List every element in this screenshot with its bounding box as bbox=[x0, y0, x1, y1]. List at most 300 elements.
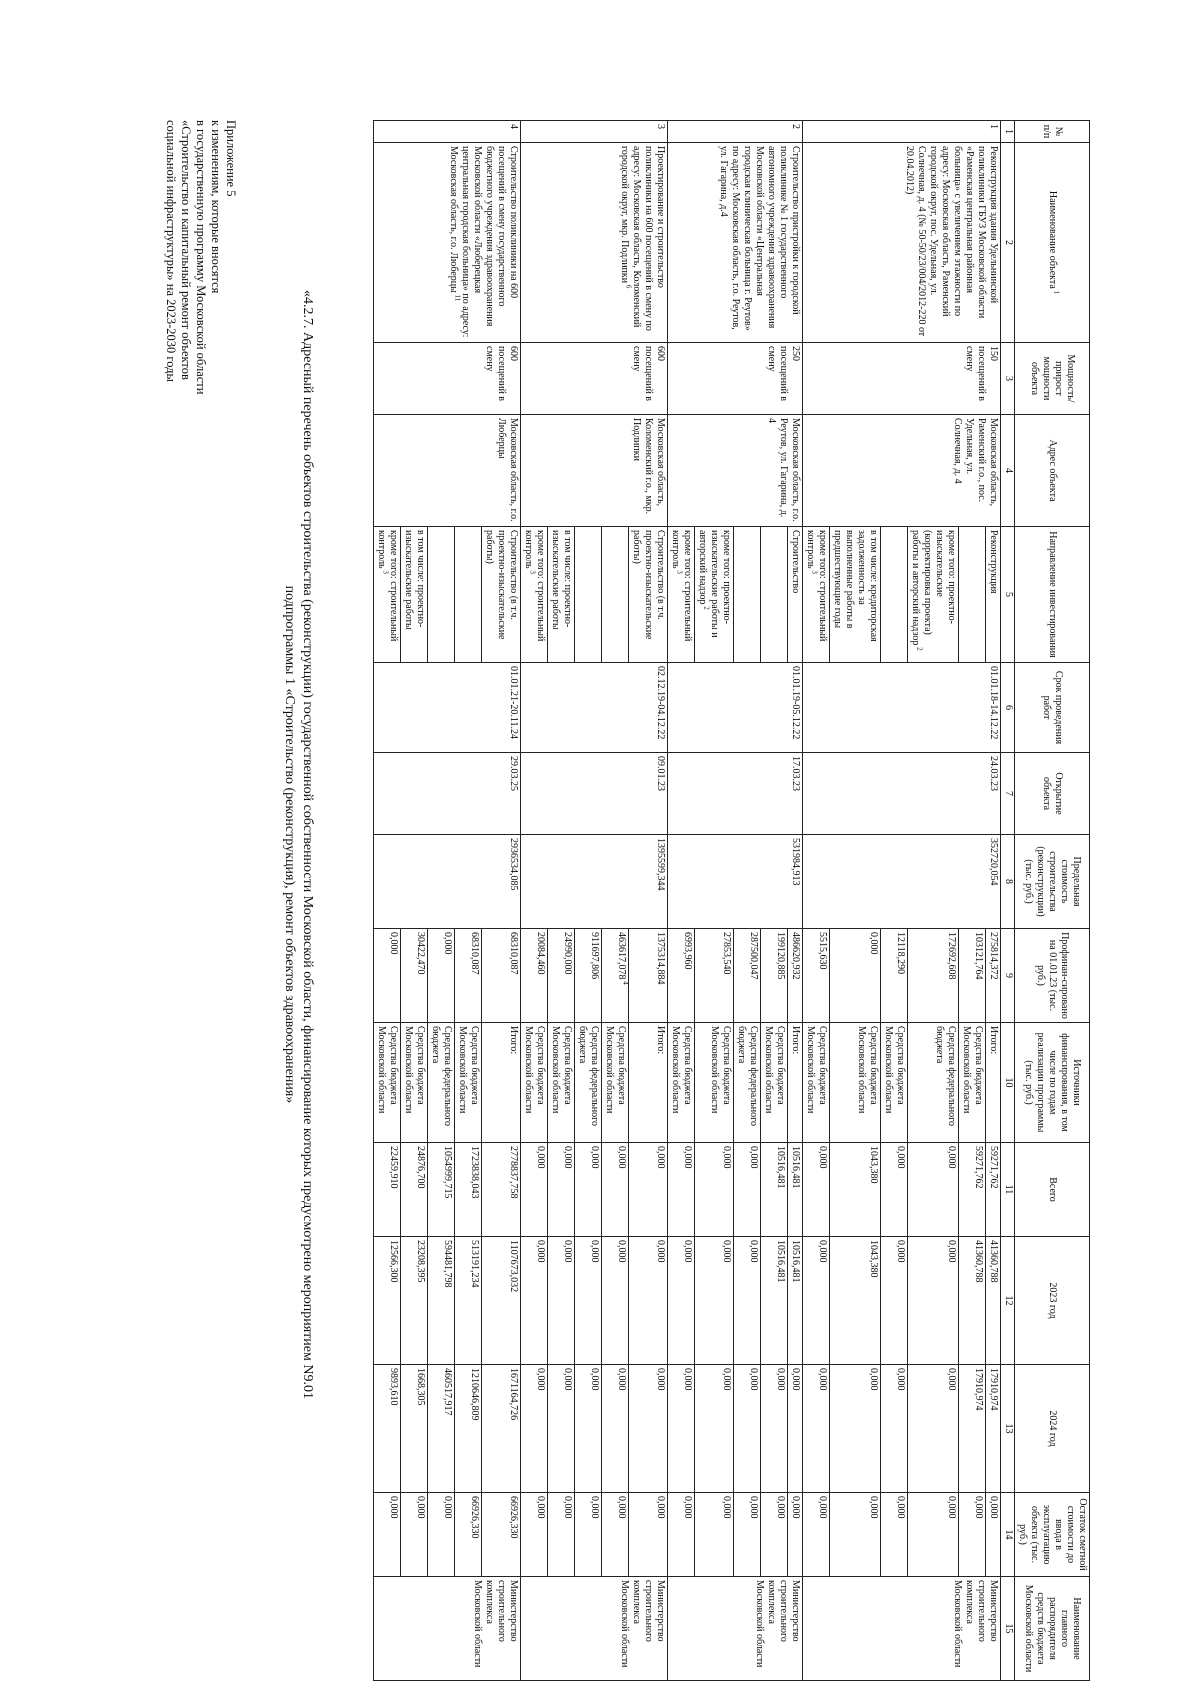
total-amount-text: 2778837,758 bbox=[508, 1146, 519, 1199]
amount-2023 bbox=[734, 1237, 761, 1365]
object-name-text: Проектирование и строительство поликлиники на 600 посещений в смену по адресу: Московская область, Коломенский городской округ, мкр. Подлипки bbox=[619, 146, 666, 331]
total-amount-text: 0,000 bbox=[682, 1146, 693, 1169]
column-header-text: Наименование главного распорядителя средств бюджета Московской области bbox=[1023, 1584, 1082, 1673]
amount-2023 bbox=[761, 1237, 788, 1365]
object-name-text: Строительство пристройки к городской поликлинике № 1 государственного автономного учреждения здравоохранения Московской области «Центральная городская клиническая больница г. Реутов» по адресу: Московская область, г.о. Реутов, ул. Гагарина, д.4 bbox=[718, 146, 801, 331]
column-header-text: Срок проведения работ bbox=[1041, 670, 1064, 745]
amount-2023 bbox=[548, 1237, 575, 1365]
amount-2024-text: 0,000 bbox=[535, 1368, 546, 1391]
budget-manager-text: Министерство строительного комплекса Московской области bbox=[619, 1580, 666, 1668]
funding-source bbox=[374, 1023, 401, 1143]
funding-source-text: Средства бюджета Московской области bbox=[856, 1026, 879, 1114]
remaining-cost bbox=[695, 1493, 734, 1577]
amount-2023 bbox=[602, 1237, 629, 1365]
investment-direction bbox=[482, 527, 521, 663]
funding-source-text: Средства бюджета Московской области bbox=[805, 1026, 828, 1114]
column-header bbox=[1015, 527, 1090, 663]
funded-amount bbox=[428, 929, 455, 1023]
object-address-text: Московская область, Раменский г.о., пос. Удельная, ул. Солнечная, д. 4 bbox=[952, 418, 999, 507]
column-number-text: 5 bbox=[1003, 592, 1014, 597]
column-header bbox=[1015, 1577, 1090, 1681]
footnote-mark: 3 bbox=[810, 568, 819, 574]
investment-direction bbox=[881, 527, 908, 663]
amount-2023 bbox=[401, 1237, 428, 1365]
column-header bbox=[1015, 1023, 1090, 1143]
funding-source-text: Средства федерального бюджета bbox=[577, 1026, 600, 1126]
heading-line: подпрограммы 1 «Строительство (реконструкция), ремонт объектов здравоохранения» bbox=[282, 585, 297, 1104]
object-opening bbox=[803, 753, 1001, 835]
amount-2023-text: 1043,380 bbox=[868, 1240, 879, 1278]
funded-amount-text: 172692,608 bbox=[946, 932, 957, 980]
appendix-line: к изменениям, которые вносятся bbox=[209, 120, 223, 294]
amount-2024 bbox=[986, 1365, 1001, 1493]
object-opening bbox=[668, 753, 803, 835]
object-number-text: 3 bbox=[655, 124, 666, 129]
amount-2023-text: 12566,300 bbox=[388, 1240, 399, 1283]
column-header-text: Предельная стоимость строительства (реконструкции) (тыс. руб.) bbox=[1023, 846, 1082, 917]
funding-source bbox=[629, 1023, 668, 1143]
column-header-text: Открытие объекта bbox=[1041, 772, 1064, 815]
investment-direction-text: кроме того: строительный контроль bbox=[376, 530, 399, 642]
remaining-cost-text: 0,000 bbox=[775, 1496, 786, 1519]
address-list-table bbox=[373, 120, 1090, 1681]
total-amount-text: 1054999,715 bbox=[442, 1146, 453, 1199]
table-body bbox=[374, 121, 1001, 1681]
object-address bbox=[374, 415, 521, 527]
amount-2023-text: 0,000 bbox=[616, 1240, 627, 1263]
amount-2023-text: 0,000 bbox=[562, 1240, 573, 1263]
remaining-cost-text: 0,000 bbox=[442, 1496, 453, 1519]
total-amount-text: 10516,481 bbox=[775, 1146, 786, 1189]
investment-direction bbox=[548, 527, 575, 663]
heading-line: «4.2.7. Адресный перечень объектов строительства (реконструкции) государственной собственности Московской области, финансирование которых предусмотрено мероприятием N9.01 bbox=[300, 290, 315, 1399]
budget-manager-text: Министерство строительного комплекса Московской области bbox=[754, 1580, 801, 1668]
object-capacity-text: 250 посещений в смену bbox=[766, 346, 801, 402]
investment-direction-text: кроме того: проектно-изыскательские работы и авторский надзор bbox=[697, 530, 732, 638]
table-row bbox=[482, 121, 521, 1681]
amount-2023 bbox=[668, 1237, 695, 1365]
funding-source bbox=[908, 1023, 959, 1143]
investment-direction bbox=[374, 527, 401, 663]
limit-cost-text: 531984,913 bbox=[790, 838, 801, 886]
total-amount bbox=[830, 1143, 881, 1237]
remaining-cost-text: 0,000 bbox=[535, 1496, 546, 1519]
amount-2024-text: 0,000 bbox=[748, 1368, 759, 1391]
amount-2023 bbox=[482, 1237, 521, 1365]
funded-amount-text: 0,000 bbox=[442, 932, 453, 955]
remaining-cost-text: 0,000 bbox=[562, 1496, 573, 1519]
funded-amount-text: 30422,470 bbox=[415, 932, 426, 975]
amount-2024 bbox=[908, 1365, 959, 1493]
funded-amount bbox=[959, 929, 986, 1023]
total-amount bbox=[761, 1143, 788, 1237]
remaining-cost-text: 0,000 bbox=[721, 1496, 732, 1519]
total-amount-text: 0,000 bbox=[589, 1146, 600, 1169]
object-capacity-text: 150 посещений в смену bbox=[964, 346, 999, 402]
amount-2023-text: 0,000 bbox=[721, 1240, 732, 1263]
remaining-cost bbox=[881, 1493, 908, 1577]
funding-source-text: Средства бюджета Московской области bbox=[403, 1026, 426, 1114]
remaining-cost bbox=[428, 1493, 455, 1577]
investment-direction-text: в том числе: проектно-изыскательские работы bbox=[403, 530, 426, 630]
remaining-cost bbox=[761, 1493, 788, 1577]
object-name-text: Реконструкция здания Удельнинской поликлиники ГБУЗ Московской области «Раменская центральная районная больница» с увеличением этажности по адресу: Московская область, Раменский городской округ, пос. Удельная, ул. Солнечная, д. 4 (№ 50-50/23/004/2012-220 от 20.04.2012) bbox=[904, 146, 999, 337]
total-amount bbox=[548, 1143, 575, 1237]
object-opening-text: 09.01.23 bbox=[655, 756, 666, 791]
funding-source bbox=[734, 1023, 761, 1143]
object-number-text: 4 bbox=[508, 124, 519, 129]
total-amount-text: 59271,762 bbox=[988, 1146, 999, 1189]
amount-2024-text: 0,000 bbox=[946, 1368, 957, 1391]
amount-2024 bbox=[830, 1365, 881, 1493]
remaining-cost-text: 0,000 bbox=[589, 1496, 600, 1519]
object-name-text: Строительство поликлиники на 600 посещений в смену государственного бюджетного учреждения здравоохранения Московской области «Люберецкая центральная городская больница» по адресу: Московская область, г.о. Люберцы bbox=[448, 146, 519, 338]
object-number-text: 1 bbox=[988, 124, 999, 129]
amount-2024 bbox=[602, 1365, 629, 1493]
amount-2024-text: 460517,917 bbox=[442, 1368, 453, 1416]
appendix-line: «Строительство и капитальный ремонт объектов bbox=[179, 120, 193, 380]
object-number bbox=[374, 121, 521, 143]
funded-amount bbox=[788, 929, 803, 1023]
column-number-text: 6 bbox=[1003, 705, 1014, 710]
amount-2024-text: 0,000 bbox=[817, 1368, 828, 1391]
remaining-cost-text: 0,000 bbox=[748, 1496, 759, 1519]
total-amount bbox=[428, 1143, 455, 1237]
amount-2024-text: 1671164,726 bbox=[508, 1368, 519, 1421]
work-period-text: 01.01.18-14.12.22 bbox=[988, 666, 999, 740]
remaining-cost bbox=[959, 1493, 986, 1577]
amount-2024-text: 0,000 bbox=[616, 1368, 627, 1391]
column-number-text: 13 bbox=[1003, 1423, 1014, 1434]
amount-2023-text: 10516,481 bbox=[790, 1240, 801, 1283]
budget-manager bbox=[803, 1577, 1001, 1681]
amount-2023-text: 513191,234 bbox=[469, 1240, 480, 1288]
column-header-text: № п/п bbox=[1041, 124, 1064, 139]
amount-2023 bbox=[455, 1237, 482, 1365]
column-number bbox=[1001, 1577, 1015, 1681]
remaining-cost bbox=[374, 1493, 401, 1577]
investment-direction bbox=[455, 527, 482, 663]
total-amount bbox=[629, 1143, 668, 1237]
amount-2024-text: 0,000 bbox=[775, 1368, 786, 1391]
amount-2024 bbox=[548, 1365, 575, 1493]
total-amount bbox=[575, 1143, 602, 1237]
investment-direction bbox=[428, 527, 455, 663]
column-number-text: 3 bbox=[1003, 376, 1014, 381]
total-amount-text: 1723838,043 bbox=[469, 1146, 480, 1199]
amount-2024 bbox=[629, 1365, 668, 1493]
total-amount-text: 0,000 bbox=[616, 1146, 627, 1169]
funding-source bbox=[428, 1023, 455, 1143]
funding-source bbox=[761, 1023, 788, 1143]
funding-source-text: Итого: bbox=[655, 1026, 666, 1055]
column-header-text: Источники финансирования, в том числе по годам реализации программы (тыс. руб.) bbox=[1023, 1032, 1082, 1133]
remaining-cost-text: 0,000 bbox=[973, 1496, 984, 1519]
amount-2024-text: 17910,974 bbox=[973, 1368, 984, 1411]
column-number bbox=[1001, 143, 1015, 343]
funded-amount-text: 12118,290 bbox=[895, 932, 906, 975]
funded-amount bbox=[908, 929, 959, 1023]
total-amount-text: 0,000 bbox=[817, 1146, 828, 1169]
funded-amount-text: 20084,460 bbox=[535, 932, 546, 975]
column-number-text: 15 bbox=[1003, 1623, 1014, 1634]
investment-direction bbox=[602, 527, 629, 663]
funding-source bbox=[695, 1023, 734, 1143]
work-period bbox=[803, 663, 1001, 753]
remaining-cost bbox=[575, 1493, 602, 1577]
total-amount-text: 22459,910 bbox=[388, 1146, 399, 1189]
investment-direction bbox=[629, 527, 668, 663]
column-number-text: 10 bbox=[1003, 1077, 1014, 1088]
column-header-text: 2023 год bbox=[1047, 1282, 1058, 1319]
total-amount-text: 0,000 bbox=[562, 1146, 573, 1169]
object-capacity bbox=[668, 343, 803, 415]
column-number bbox=[1001, 415, 1015, 527]
column-header-text: Остаток сметной стоимости до ввода в эксплуатацию объекта (тыс. руб.) bbox=[1017, 1498, 1088, 1571]
budget-manager-text: Министерство строительного комплекса Московской области bbox=[472, 1580, 519, 1668]
object-address-text: Московская область, г.о. Люберцы bbox=[496, 418, 519, 522]
amount-2023 bbox=[986, 1237, 1001, 1365]
funded-amount-text: 27853,540 bbox=[721, 932, 732, 975]
total-amount bbox=[668, 1143, 695, 1237]
amount-2024-text: 0,000 bbox=[895, 1368, 906, 1391]
remaining-cost-text: 0,000 bbox=[616, 1496, 627, 1519]
funding-source bbox=[455, 1023, 482, 1143]
total-amount bbox=[374, 1143, 401, 1237]
funding-source bbox=[881, 1023, 908, 1143]
total-amount-text: 1043,380 bbox=[868, 1146, 879, 1184]
amount-2024 bbox=[455, 1365, 482, 1493]
remaining-cost-text: 0,000 bbox=[388, 1496, 399, 1519]
column-header bbox=[1015, 121, 1090, 143]
column-number-text: 14 bbox=[1003, 1529, 1014, 1540]
investment-direction-text: кроме того: строительный контроль bbox=[523, 530, 546, 642]
investment-direction bbox=[401, 527, 428, 663]
investment-direction bbox=[986, 527, 1001, 663]
object-number bbox=[803, 121, 1001, 143]
investment-direction-text: в том числе: проектно-изыскательские работы bbox=[550, 530, 573, 630]
funded-amount bbox=[803, 929, 830, 1023]
funded-amount bbox=[575, 929, 602, 1023]
object-opening bbox=[521, 753, 668, 835]
investment-direction bbox=[830, 527, 881, 663]
amount-2024 bbox=[428, 1365, 455, 1493]
total-amount bbox=[482, 1143, 521, 1237]
column-header bbox=[1015, 343, 1090, 415]
funded-amount-text: 24990,000 bbox=[562, 932, 573, 975]
funded-amount-text: 5515,630 bbox=[817, 932, 828, 970]
amount-2023-text: 0,000 bbox=[535, 1240, 546, 1263]
amount-2024 bbox=[521, 1365, 548, 1493]
column-number-text: 7 bbox=[1003, 791, 1014, 796]
object-opening-text: 29.03.25 bbox=[508, 756, 519, 791]
appendix-note bbox=[163, 120, 238, 520]
amount-2023-text: 41360,788 bbox=[973, 1240, 984, 1283]
column-header-text: Профинан-сировано на 01.01.23 (тыс. руб.) bbox=[1035, 932, 1070, 1019]
work-period-text: 02.12.19-04.12.22 bbox=[655, 666, 666, 740]
investment-direction-text: кроме того: проектно-изыскательские (корректировка проекта) работы и авторский надзор bbox=[910, 530, 957, 646]
investment-direction bbox=[668, 527, 695, 663]
funding-source-text: Средства бюджета Московской области bbox=[523, 1026, 546, 1114]
remaining-cost bbox=[986, 1493, 1001, 1577]
amount-2023-text: 0,000 bbox=[655, 1240, 666, 1263]
limit-cost bbox=[803, 835, 1001, 929]
column-header bbox=[1015, 1143, 1090, 1237]
amount-2023 bbox=[959, 1237, 986, 1365]
remaining-cost-text: 66926,330 bbox=[469, 1496, 480, 1539]
column-header bbox=[1015, 1365, 1090, 1493]
total-amount-text: 0,000 bbox=[748, 1146, 759, 1169]
funding-source-text: Средства бюджета Московской области bbox=[670, 1026, 693, 1114]
remaining-cost-text: 0,000 bbox=[895, 1496, 906, 1519]
remaining-cost-text: 66926,330 bbox=[508, 1496, 519, 1539]
column-number-text: 2 bbox=[1003, 240, 1014, 245]
remaining-cost-text: 0,000 bbox=[988, 1496, 999, 1519]
column-number bbox=[1001, 663, 1015, 753]
column-header-text: Всего bbox=[1047, 1177, 1058, 1202]
funded-amount bbox=[830, 929, 881, 1023]
remaining-cost bbox=[668, 1493, 695, 1577]
funded-amount bbox=[548, 929, 575, 1023]
funded-amount bbox=[734, 929, 761, 1023]
column-header bbox=[1015, 835, 1090, 929]
funding-source bbox=[521, 1023, 548, 1143]
column-number bbox=[1001, 527, 1015, 663]
object-address bbox=[521, 415, 668, 527]
work-period bbox=[374, 663, 521, 753]
column-header-text: 2024 год bbox=[1047, 1410, 1058, 1447]
investment-direction bbox=[761, 527, 788, 663]
total-amount-text: 24876,700 bbox=[415, 1146, 426, 1189]
total-amount bbox=[455, 1143, 482, 1237]
remaining-cost bbox=[455, 1493, 482, 1577]
amount-2024 bbox=[761, 1365, 788, 1493]
object-opening bbox=[374, 753, 521, 835]
amount-2023 bbox=[908, 1237, 959, 1365]
total-amount bbox=[881, 1143, 908, 1237]
investment-direction-text: в том числе: кредиторская задолженность за выполненные работы в предшествующие годы bbox=[832, 530, 879, 642]
funded-amount-text: 0,000 bbox=[868, 932, 879, 955]
footnote-mark: 2 bbox=[702, 604, 711, 610]
amount-2023 bbox=[374, 1237, 401, 1365]
table-row bbox=[629, 121, 668, 1681]
column-number bbox=[1001, 835, 1015, 929]
amount-2024-text: 0,000 bbox=[682, 1368, 693, 1391]
investment-direction bbox=[959, 527, 986, 663]
column-number-text: 11 bbox=[1003, 1184, 1014, 1195]
funding-source bbox=[788, 1023, 803, 1143]
amount-2023-text: 41360,788 bbox=[988, 1240, 999, 1283]
total-amount bbox=[734, 1143, 761, 1237]
object-capacity bbox=[374, 343, 521, 415]
amount-2023 bbox=[788, 1237, 803, 1365]
total-amount-text: 0,000 bbox=[721, 1146, 732, 1169]
remaining-cost-text: 0,000 bbox=[946, 1496, 957, 1519]
funded-amount-text: 486620,932 bbox=[790, 932, 801, 980]
column-number-text: 1 bbox=[1003, 129, 1014, 134]
amount-2023-text: 0,000 bbox=[682, 1240, 693, 1263]
amount-2024 bbox=[695, 1365, 734, 1493]
column-number bbox=[1001, 343, 1015, 415]
total-amount-text: 10516,481 bbox=[790, 1146, 801, 1189]
amount-2024 bbox=[482, 1365, 521, 1493]
column-header bbox=[1015, 929, 1090, 1023]
amount-2023 bbox=[695, 1237, 734, 1365]
amount-2024-text: 0,000 bbox=[790, 1368, 801, 1391]
amount-2024-text: 17910,974 bbox=[988, 1368, 999, 1411]
table-row bbox=[986, 121, 1001, 1681]
remaining-cost bbox=[401, 1493, 428, 1577]
work-period bbox=[668, 663, 803, 753]
column-number-row bbox=[1001, 121, 1015, 1681]
column-header-text: Мощность/ прирост мощности объекта bbox=[1029, 354, 1076, 403]
amount-2024-text: 0,000 bbox=[868, 1368, 879, 1391]
total-amount-text: 0,000 bbox=[535, 1146, 546, 1169]
funding-source-text: Средства бюджета Московской области bbox=[709, 1026, 732, 1114]
object-name bbox=[374, 143, 521, 343]
remaining-cost-text: 0,000 bbox=[415, 1496, 426, 1519]
work-period bbox=[521, 663, 668, 753]
limit-cost bbox=[521, 835, 668, 929]
amount-2023-text: 0,000 bbox=[817, 1240, 828, 1263]
amount-2024 bbox=[401, 1365, 428, 1493]
funding-source-text: Средства федерального бюджета bbox=[934, 1026, 957, 1126]
remaining-cost bbox=[830, 1493, 881, 1577]
amount-2024 bbox=[575, 1365, 602, 1493]
column-header-text: Адрес объекта bbox=[1047, 439, 1058, 502]
footnote-mark: 6 bbox=[624, 283, 633, 289]
funding-source-text: Средства бюджета Московской области bbox=[550, 1026, 573, 1114]
object-address bbox=[803, 415, 1001, 527]
funded-amount-text: 275814,372 bbox=[988, 932, 999, 980]
funded-amount bbox=[521, 929, 548, 1023]
amount-2024-text: 0,000 bbox=[589, 1368, 600, 1391]
amount-2023 bbox=[881, 1237, 908, 1365]
remaining-cost bbox=[548, 1493, 575, 1577]
amount-2023-text: 0,000 bbox=[589, 1240, 600, 1263]
column-number bbox=[1001, 121, 1015, 143]
footnote-mark: 3 bbox=[528, 568, 537, 574]
object-capacity-text: 600 посещений в смену bbox=[631, 346, 666, 402]
amount-2023-text: 0,000 bbox=[946, 1240, 957, 1263]
amount-2024 bbox=[668, 1365, 695, 1493]
funded-amount-text: 199120,885 bbox=[775, 932, 786, 980]
funding-source bbox=[602, 1023, 629, 1143]
amount-2024 bbox=[881, 1365, 908, 1493]
amount-2024-text: 0,000 bbox=[721, 1368, 732, 1391]
investment-direction-text: кроме того: строительный контроль bbox=[805, 530, 828, 642]
limit-cost-text: 1395599,344 bbox=[655, 838, 666, 891]
funded-amount-text: 6993,960 bbox=[682, 932, 693, 970]
investment-direction bbox=[803, 527, 830, 663]
amount-2023 bbox=[803, 1237, 830, 1365]
section-heading bbox=[280, 100, 316, 1589]
amount-2024 bbox=[959, 1365, 986, 1493]
remaining-cost bbox=[803, 1493, 830, 1577]
column-header bbox=[1015, 415, 1090, 527]
appendix-line: в государственную программу Московской области bbox=[194, 120, 208, 395]
work-period-text: 01.01.21-20.11.24 bbox=[508, 666, 519, 739]
object-capacity bbox=[803, 343, 1001, 415]
investment-direction bbox=[575, 527, 602, 663]
remaining-cost-text: 0,000 bbox=[682, 1496, 693, 1519]
column-number-text: 8 bbox=[1003, 879, 1014, 884]
remaining-cost bbox=[602, 1493, 629, 1577]
amount-2023-text: 23208,395 bbox=[415, 1240, 426, 1283]
funding-source bbox=[668, 1023, 695, 1143]
investment-direction-text: Строительство (в т.ч. проектно-изыскательские работы) bbox=[484, 530, 519, 640]
remaining-cost bbox=[521, 1493, 548, 1577]
